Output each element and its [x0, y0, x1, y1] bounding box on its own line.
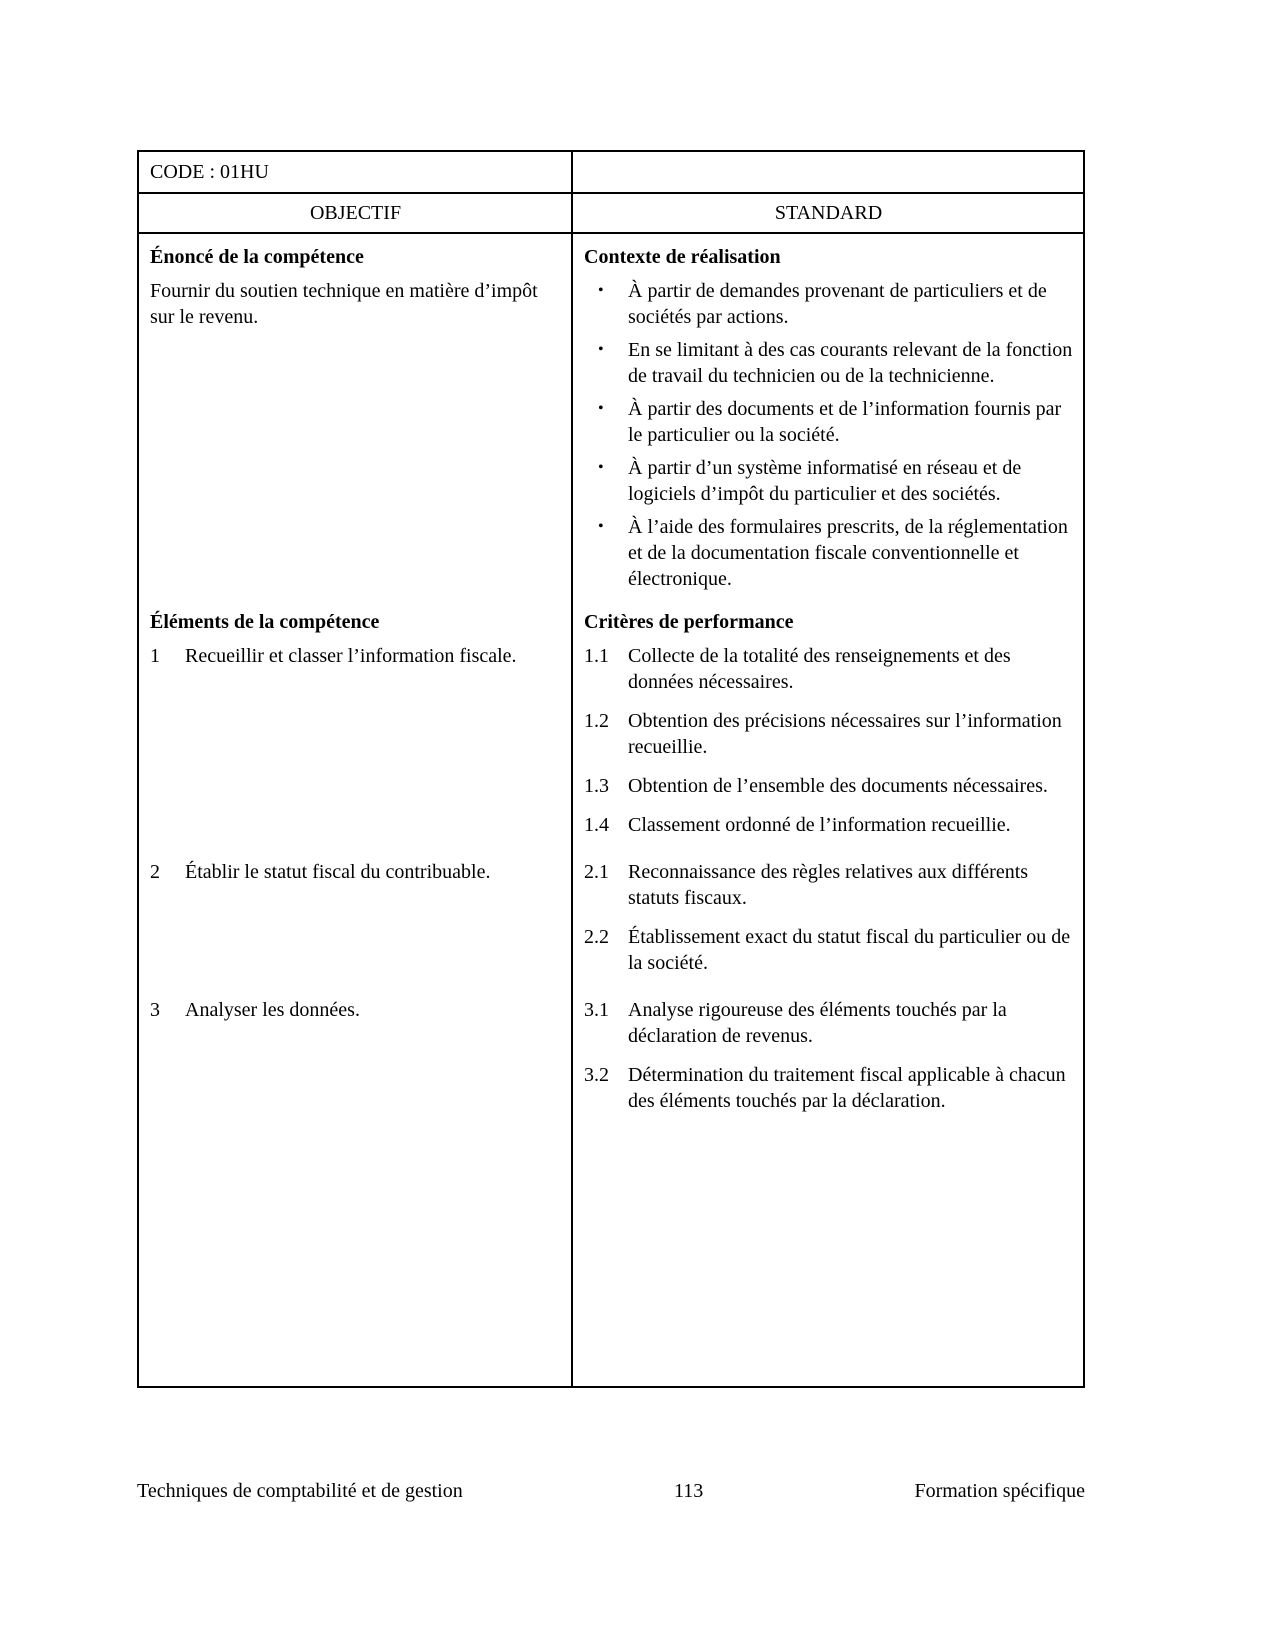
- context-bullet-text: En se limitant à des cas courants relevant de la fonction de travail du technicien ou de la technicienne.: [628, 339, 1073, 387]
- enonce-title: Énoncé de la compétence: [150, 246, 364, 268]
- critere-text: Collecte de la totalité des renseignements et des données nécessaires.: [628, 645, 1011, 693]
- context-bullet-text: À partir de demandes provenant de particuliers et de sociétés par actions.: [628, 280, 1047, 328]
- critere-number: 1.4: [584, 814, 609, 836]
- critere-number: 3.1: [584, 999, 609, 1021]
- context-bullet-item: [584, 337, 1073, 389]
- critere-number: 1.1: [584, 645, 609, 667]
- critere-number: 2.2: [584, 926, 609, 948]
- objectif-header-cell: [139, 194, 573, 234]
- enonce-cell: [139, 234, 573, 599]
- objectif-header: OBJECTIF: [309, 202, 402, 224]
- context-bullet-item: [584, 514, 1073, 592]
- critere-item: [584, 708, 1073, 760]
- critere-item: [584, 812, 1073, 838]
- criteres-2-cell: [573, 851, 1083, 989]
- elements-title: Éléments de la compétence: [150, 611, 380, 633]
- element-item: [150, 997, 561, 1023]
- bullet-icon: •: [598, 459, 604, 476]
- element-text: Analyser les données.: [185, 999, 360, 1021]
- criteres-3-cell: [573, 989, 1083, 1386]
- context-bullet-text: À partir des documents et de l’information fournis par le particulier ou la société.: [628, 398, 1062, 446]
- element-text: Recueillir et classer l’information fiscale.: [185, 645, 517, 667]
- code-label: CODE : 01HU: [150, 161, 269, 183]
- contexte-title: Contexte de réalisation: [584, 246, 781, 268]
- element-2-cell: [139, 851, 573, 989]
- element-3-cell: [139, 989, 573, 1386]
- criteres-1-cell: [573, 599, 1083, 851]
- critere-text: Reconnaissance des règles relatives aux différents statuts fiscaux.: [628, 861, 1029, 909]
- critere-item: [584, 773, 1073, 799]
- critere-text: Classement ordonné de l’information recueillie.: [628, 814, 1011, 836]
- competency-table: [137, 150, 1085, 1388]
- footer-left-text: Techniques de comptabilité et de gestion: [137, 1480, 463, 1502]
- critere-number: 3.2: [584, 1064, 609, 1086]
- element-number: 3: [150, 999, 160, 1021]
- enonce-text: Fournir du soutien technique en matière d’impôt sur le revenu.: [150, 280, 538, 328]
- critere-number: 1.3: [584, 775, 609, 797]
- critere-item: [584, 924, 1073, 976]
- bullet-icon: •: [598, 400, 604, 417]
- element-1-cell: [139, 599, 573, 851]
- code-cell-right: [573, 152, 1083, 194]
- element-item: [150, 859, 561, 885]
- element-number: 2: [150, 861, 160, 883]
- bullet-icon: •: [598, 282, 604, 299]
- critere-text: Analyse rigoureuse des éléments touchés par la déclaration de revenus.: [628, 999, 1007, 1047]
- context-bullet-item: [584, 455, 1073, 507]
- bullet-icon: •: [598, 341, 604, 358]
- critere-text: Obtention des précisions nécessaires sur l’information recueillie.: [628, 710, 1062, 758]
- critere-text: Établissement exact du statut fiscal du particulier ou de la société.: [628, 926, 1071, 974]
- critere-item: [584, 859, 1073, 911]
- page-number: 113: [673, 1480, 704, 1502]
- critere-item: [584, 1062, 1073, 1114]
- element-text: Établir le statut fiscal du contribuable.: [185, 861, 491, 883]
- context-bullet-item: [584, 278, 1073, 330]
- footer-right-text: Formation spécifique: [914, 1480, 1085, 1502]
- contexte-cell: [573, 234, 1083, 599]
- element-item: [150, 643, 561, 669]
- critere-text: Obtention de l’ensemble des documents nécessaires.: [628, 775, 1048, 797]
- bullet-icon: •: [598, 518, 604, 535]
- standard-header-cell: [573, 194, 1083, 234]
- code-cell: [139, 152, 573, 194]
- critere-item: [584, 997, 1073, 1049]
- critere-text: Détermination du traitement fiscal applicable à chacun des éléments touchés par la déclaration.: [628, 1064, 1066, 1112]
- context-bullet-text: À l’aide des formulaires prescrits, de la réglementation et de la documentation fiscale conventionnelle et électronique.: [628, 516, 1068, 590]
- critere-number: 2.1: [584, 861, 609, 883]
- context-bullet-text: À partir d’un système informatisé en réseau et de logiciels d’impôt du particulier et des sociétés.: [628, 457, 1022, 505]
- critere-number: 1.2: [584, 710, 609, 732]
- context-bullet-item: [584, 396, 1073, 448]
- criteres-title: Critères de performance: [584, 611, 794, 633]
- standard-header: STANDARD: [774, 202, 883, 224]
- page-footer: [137, 1478, 1085, 1504]
- critere-item: [584, 643, 1073, 695]
- element-number: 1: [150, 645, 160, 667]
